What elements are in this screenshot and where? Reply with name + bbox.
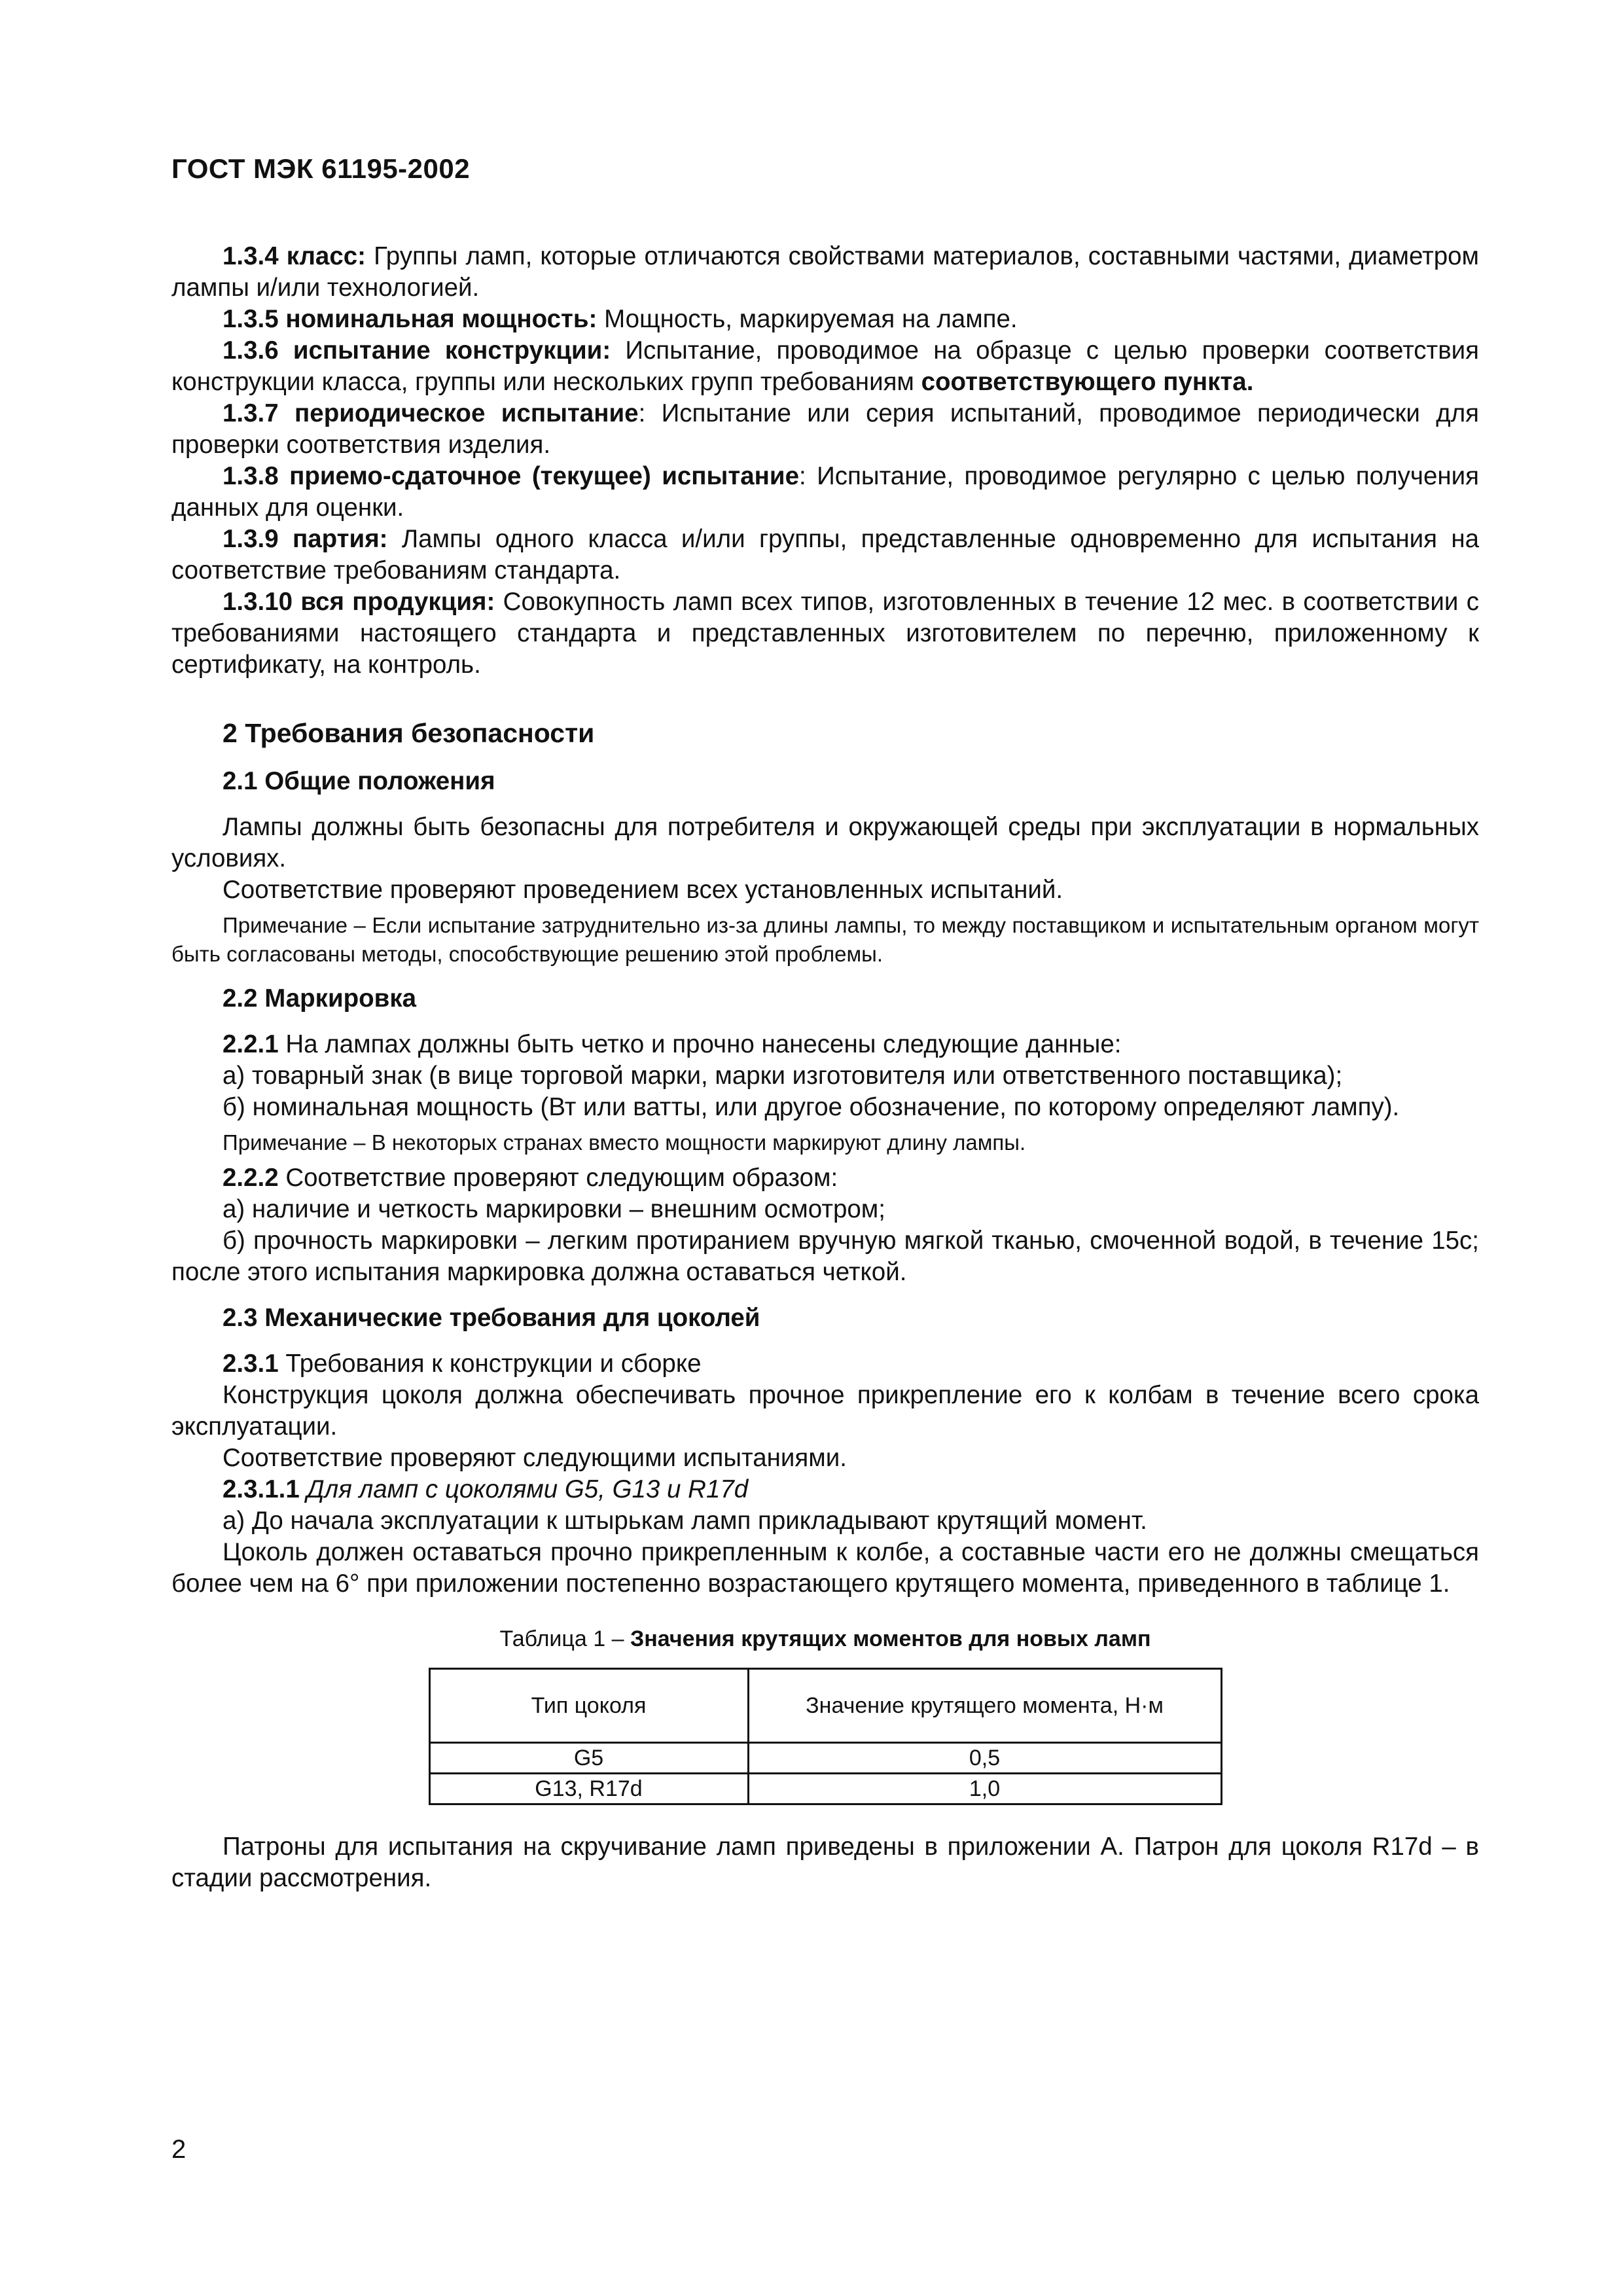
paragraph: а) До начала эксплуатации к штырькам ламп прикладывают крутящий момент. xyxy=(223,1507,1147,1535)
paragraph: Соответствие проверяют проведением всех установленных испытаний. xyxy=(223,876,1063,904)
clause-2-3-1-1: 2.3.1.1 Для ламп с цоколями G5, G13 и R17d xyxy=(223,1475,749,1503)
section-2-1-heading: 2.1 Общие положения xyxy=(223,767,495,795)
clause-2-3-1: 2.3.1 Требования к конструкции и сборке xyxy=(223,1350,702,1378)
section-2-2-heading: 2.2 Маркировка xyxy=(223,984,417,1013)
definition-1-3-7: 1.3.7 периодическое испытание: Испытание или серия испытаний, проводимое периодически для проверки соответствия изделия. xyxy=(171,399,1480,459)
table-header-row xyxy=(429,1669,1221,1743)
definition-1-3-9: 1.3.9 партия: Лампы одного класса и/или группы, представленные одновременно для испытания на соответствие требованиям стандарта. xyxy=(171,525,1479,584)
paragraph: Конструкция цоколя должна обеспечивать прочное прикрепление его к колбам в течение всего срока эксплуатации. xyxy=(171,1381,1479,1441)
definition-1-3-8: 1.3.8 приемо-сдаточное (текущее) испытание: Испытание, проводимое регулярно с целью получения данных для оценки. xyxy=(171,462,1480,522)
page-content xyxy=(171,241,1479,1894)
list-item: а) наличие и четкость маркировки – внешним осмотром; xyxy=(223,1195,885,1223)
document-header: ГОСТ МЭК 61195-2002 xyxy=(171,153,471,184)
definition-1-3-6: 1.3.6 испытание конструкции: Испытание, проводимое на образце с целью проверки соответствия конструкции класса, группы или нескольких групп требованиям соответствующего пункта. xyxy=(171,336,1479,396)
torque-table xyxy=(429,1668,1222,1805)
section-2-heading: 2 Требования безопасности xyxy=(223,718,595,748)
list-item: б) номинальная мощность (Вт или ватты, или другое обозначение, по которому определяют лампу). xyxy=(223,1093,1400,1121)
paragraph: Соответствие проверяют следующими испытаниями. xyxy=(223,1444,847,1472)
table-cell: 0,5 xyxy=(748,1743,1221,1774)
page-number: 2 xyxy=(171,2135,187,2164)
list-item: а) товарный знак (в вице торговой марки, марки изготовителя или ответственного поставщика); xyxy=(223,1062,1343,1090)
paragraph: Цоколь должен оставаться прочно прикрепленным к колбе, а составные части его не должны смещаться более чем на 6° при приложении постепенно возрастающего крутящего момента, приведенного в таблице 1. xyxy=(171,1538,1479,1598)
table-cell: 1,0 xyxy=(748,1774,1221,1804)
clause-2-2-1: 2.2.1 На лампах должны быть четко и прочно нанесены следующие данные: xyxy=(223,1030,1122,1058)
note: Примечание – Если испытание затруднительно из-за длины лампы, то между поставщиком и испытательным органом могут быть согласованы методы, способствующие решению этой проблемы. xyxy=(171,913,1479,966)
list-item: б) прочность маркировки – легким протиранием вручную мягкой тканью, смоченной водой, в течение 15с; после этого испытания маркировка должна оставаться четкой. xyxy=(171,1227,1479,1286)
table-row xyxy=(429,1743,1221,1774)
table-cell: G13, R17d xyxy=(429,1774,748,1804)
note: Примечание – В некоторых странах вместо мощности маркируют длину лампы. xyxy=(223,1130,1026,1155)
paragraph: Лампы должны быть безопасны для потребителя и окружающей среды при эксплуатации в нормальных условиях. xyxy=(171,813,1479,872)
definition-1-3-5: 1.3.5 номинальная мощность: Мощность, маркируемая на лампе. xyxy=(223,305,1018,333)
definition-1-3-4: 1.3.4 класс: Группы ламп, которые отличаются свойствами материалов, составными частями, диаметром лампы и/или технологией. xyxy=(171,242,1480,302)
paragraph: Патроны для испытания на скручивание ламп приведены в приложении А. Патрон для цоколя R17d – в стадии рассмотрения. xyxy=(171,1833,1479,1892)
clause-2-2-2: 2.2.2 Соответствие проверяют следующим образом: xyxy=(223,1164,838,1192)
table-row xyxy=(429,1774,1221,1804)
section-2-3-heading: 2.3 Механические требования для цоколей xyxy=(223,1304,760,1332)
table-header-cell: Тип цоколя xyxy=(429,1669,748,1743)
definition-1-3-10: 1.3.10 вся продукция: Совокупность ламп всех типов, изготовленных в течение 12 мес. в соответствии с требованиями настоящего стандарта и представленных изготовителем по перечню, приложенному к сертификату, на контроль. xyxy=(171,588,1479,679)
table-caption: Таблица 1 – Значения крутящих моментов для новых ламп xyxy=(499,1626,1151,1651)
table-cell: G5 xyxy=(429,1743,748,1774)
table-header-cell: Значение крутящего момента, Н·м xyxy=(748,1669,1221,1743)
